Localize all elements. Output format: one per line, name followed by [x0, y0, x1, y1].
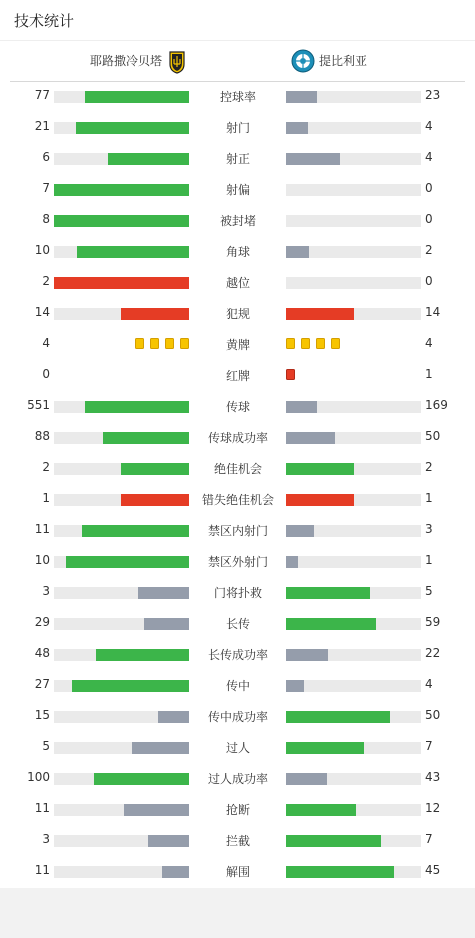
stat-label: 过人	[225, 741, 250, 755]
away-stat-value: 3	[425, 522, 433, 536]
away-bar-track	[286, 215, 421, 227]
home-bar-fill	[103, 432, 189, 444]
yellow-card-icon	[150, 338, 159, 349]
yellow-card-icon	[331, 338, 340, 349]
yellow-card-icon	[286, 338, 295, 349]
stat-row	[0, 273, 475, 293]
away-bar-track	[286, 556, 421, 568]
stat-label: 禁区外射门	[207, 555, 268, 569]
away-bar-track	[286, 866, 421, 878]
stat-row	[0, 521, 475, 541]
home-bar-fill	[54, 277, 189, 289]
away-bar-fill	[286, 246, 309, 258]
home-bar-track	[54, 835, 189, 847]
stat-row	[0, 645, 475, 665]
stat-row	[0, 304, 475, 324]
away-bar-track	[286, 525, 421, 537]
away-bar-fill	[286, 742, 364, 754]
home-bar-track	[54, 618, 189, 630]
stat-row	[0, 614, 475, 634]
home-team-name: 耶路撒冷贝塔	[90, 54, 163, 68]
home-bar-track	[54, 277, 189, 289]
away-stat-value: 1	[425, 491, 433, 505]
yellow-card-icon	[180, 338, 189, 349]
away-stat-value: 169	[425, 398, 448, 412]
home-bar-fill	[72, 680, 189, 692]
home-bar-track	[54, 742, 189, 754]
home-bar-fill	[96, 649, 189, 661]
stat-row	[0, 428, 475, 448]
stat-label: 黄牌	[225, 338, 250, 352]
home-stat-value: 0	[42, 367, 50, 381]
away-bar-fill	[286, 463, 354, 475]
away-bar-track	[286, 680, 421, 692]
away-bar-fill	[286, 773, 327, 785]
stat-row	[0, 180, 475, 200]
home-bar-track	[54, 587, 189, 599]
home-bar-fill	[132, 742, 189, 754]
away-bar-fill	[286, 432, 335, 444]
stat-label: 长传成功率	[207, 648, 268, 662]
stat-row	[0, 769, 475, 789]
away-stat-value: 0	[425, 212, 433, 226]
home-bar-fill	[76, 122, 189, 134]
stat-label: 抢断	[225, 803, 250, 817]
away-stat-value: 4	[425, 150, 433, 164]
stat-row	[0, 118, 475, 138]
stat-label: 传中成功率	[207, 710, 268, 724]
away-bar-fill	[286, 711, 390, 723]
home-stat-value: 3	[42, 584, 50, 598]
away-cards	[286, 338, 346, 352]
away-stat-value: 50	[425, 708, 441, 722]
tiberias-crest-icon	[291, 49, 315, 73]
away-bar-fill	[286, 308, 354, 320]
away-stat-value: 2	[425, 243, 433, 257]
home-bar-fill	[108, 153, 189, 165]
away-bar-track	[286, 649, 421, 661]
away-stat-value: 1	[425, 553, 433, 567]
stat-label: 被封堵	[219, 214, 256, 228]
away-bar-track	[286, 494, 421, 506]
home-stat-value: 88	[34, 429, 50, 443]
stat-label: 红牌	[225, 369, 250, 383]
away-bar-fill	[286, 587, 370, 599]
away-bar-track	[286, 246, 421, 258]
home-bar-track	[54, 494, 189, 506]
home-bar-track	[54, 804, 189, 816]
away-bar-track	[286, 153, 421, 165]
away-stat-value: 4	[425, 119, 433, 133]
away-bar-fill	[286, 153, 340, 165]
stat-label: 拦截	[225, 834, 250, 848]
home-stat-value: 10	[34, 553, 50, 567]
yellow-card-icon	[301, 338, 310, 349]
home-bar-track	[54, 525, 189, 537]
stat-row	[0, 335, 475, 355]
away-stat-value: 7	[425, 832, 433, 846]
stat-label: 错失绝佳机会	[201, 493, 274, 507]
stat-row	[0, 583, 475, 603]
away-bar-fill	[286, 649, 328, 661]
away-bar-track	[286, 804, 421, 816]
home-stat-value: 1	[42, 491, 50, 505]
home-bar-fill	[124, 804, 189, 816]
home-bar-track	[54, 401, 189, 413]
stat-label: 门将扑救	[213, 586, 262, 600]
stat-label: 禁区内射门	[207, 524, 268, 538]
away-stat-value: 5	[425, 584, 433, 598]
home-bar-fill	[138, 587, 189, 599]
home-stat-value: 11	[34, 522, 50, 536]
away-bar-fill	[286, 122, 308, 134]
stat-label: 传球成功率	[207, 431, 268, 445]
stat-label: 长传	[225, 617, 250, 631]
home-stat-value: 2	[42, 460, 50, 474]
away-bar-track	[286, 184, 421, 196]
home-stat-value: 27	[34, 677, 50, 691]
home-stat-value: 7	[42, 181, 50, 195]
home-bar-fill	[121, 494, 189, 506]
away-bar-track	[286, 742, 421, 754]
away-bar-fill	[286, 91, 317, 103]
away-team-name: 提比利亚	[319, 54, 368, 68]
home-stat-value: 100	[27, 770, 50, 784]
home-stat-value: 77	[34, 88, 50, 102]
home-bar-track	[54, 308, 189, 320]
home-stat-value: 3	[42, 832, 50, 846]
home-bar-track	[54, 91, 189, 103]
away-bar-track	[286, 308, 421, 320]
home-bar-fill	[85, 91, 189, 103]
home-bar-fill	[148, 835, 189, 847]
away-stat-value: 0	[425, 274, 433, 288]
stat-row	[0, 211, 475, 231]
stat-row	[0, 149, 475, 169]
red-card-icon	[286, 369, 295, 380]
home-bar-fill	[144, 618, 189, 630]
home-bar-track	[54, 680, 189, 692]
away-bar-fill	[286, 680, 304, 692]
stat-label: 解围	[225, 865, 250, 879]
home-bar-track	[54, 463, 189, 475]
home-stat-value: 48	[34, 646, 50, 660]
home-bar-track	[54, 432, 189, 444]
stat-label: 控球率	[219, 90, 256, 104]
stat-row	[0, 490, 475, 510]
home-stat-value: 4	[42, 336, 50, 350]
stat-row	[0, 707, 475, 727]
stat-label: 绝佳机会	[213, 462, 262, 476]
stat-row	[0, 831, 475, 851]
stat-row	[0, 552, 475, 572]
home-bar-track	[54, 246, 189, 258]
home-stat-value: 11	[34, 863, 50, 877]
stat-row	[0, 862, 475, 882]
away-cards	[286, 369, 301, 383]
away-bar-fill	[286, 525, 314, 537]
home-bar-track	[54, 649, 189, 661]
home-bar-fill	[54, 215, 189, 227]
home-bar-fill	[94, 773, 189, 785]
away-bar-track	[286, 432, 421, 444]
yellow-card-icon	[316, 338, 325, 349]
stat-label: 越位	[225, 276, 250, 290]
stat-label: 犯规	[225, 307, 250, 321]
beitar-crest-icon	[168, 50, 186, 74]
away-stat-value: 4	[425, 677, 433, 691]
stat-label: 过人成功率	[207, 772, 268, 786]
stat-label: 射门	[225, 121, 250, 135]
home-bar-track	[54, 866, 189, 878]
away-stat-value: 7	[425, 739, 433, 753]
away-stat-value: 4	[425, 336, 433, 350]
home-bar-track	[54, 773, 189, 785]
away-stat-value: 2	[425, 460, 433, 474]
home-bar-fill	[54, 184, 189, 196]
stat-label: 射正	[225, 152, 250, 166]
divider	[0, 40, 475, 41]
home-bar-track	[54, 215, 189, 227]
away-bar-track	[286, 711, 421, 723]
away-stat-value: 1	[425, 367, 433, 381]
away-bar-fill	[286, 494, 354, 506]
home-stat-value: 10	[34, 243, 50, 257]
home-cards	[129, 338, 189, 352]
away-stat-value: 12	[425, 801, 441, 815]
stat-label: 传球	[225, 400, 250, 414]
stat-label: 射偏	[225, 183, 250, 197]
stat-row	[0, 87, 475, 107]
home-stat-value: 11	[34, 801, 50, 815]
stat-row	[0, 242, 475, 262]
away-bar-track	[286, 773, 421, 785]
away-stat-value: 22	[425, 646, 441, 660]
home-stat-value: 6	[42, 150, 50, 164]
home-bar-fill	[121, 308, 189, 320]
stat-row	[0, 366, 475, 386]
home-stat-value: 15	[34, 708, 50, 722]
away-stat-value: 45	[425, 863, 441, 877]
home-stat-value: 5	[42, 739, 50, 753]
away-stat-value: 43	[425, 770, 441, 784]
stat-row	[0, 397, 475, 417]
page-title: 技术统计	[14, 12, 75, 30]
home-bar-fill	[162, 866, 189, 878]
home-bar-fill	[82, 525, 189, 537]
away-bar-fill	[286, 401, 317, 413]
home-bar-fill	[121, 463, 189, 475]
stat-label: 传中	[225, 679, 250, 693]
away-bar-track	[286, 463, 421, 475]
home-bar-fill	[66, 556, 189, 568]
away-stat-value: 59	[425, 615, 441, 629]
home-bar-fill	[158, 711, 189, 723]
home-stat-value: 8	[42, 212, 50, 226]
away-stat-value: 50	[425, 429, 441, 443]
away-bar-track	[286, 122, 421, 134]
away-bar-track	[286, 587, 421, 599]
away-stat-value: 14	[425, 305, 441, 319]
header-divider	[10, 81, 465, 82]
away-bar-fill	[286, 618, 376, 630]
stat-label: 角球	[225, 245, 250, 259]
away-bar-track	[286, 401, 421, 413]
away-bar-fill	[286, 866, 394, 878]
yellow-card-icon	[135, 338, 144, 349]
away-bar-track	[286, 91, 421, 103]
home-stat-value: 14	[34, 305, 50, 319]
home-stat-value: 551	[27, 398, 50, 412]
stat-row	[0, 800, 475, 820]
home-stat-value: 29	[34, 615, 50, 629]
stat-row	[0, 738, 475, 758]
away-bar-track	[286, 277, 421, 289]
away-bar-fill	[286, 835, 381, 847]
home-bar-fill	[85, 401, 189, 413]
home-bar-track	[54, 556, 189, 568]
away-bar-fill	[286, 556, 298, 568]
home-stat-value: 21	[34, 119, 50, 133]
yellow-card-icon	[165, 338, 174, 349]
home-bar-track	[54, 153, 189, 165]
away-bar-track	[286, 618, 421, 630]
away-bar-fill	[286, 804, 356, 816]
stat-row	[0, 459, 475, 479]
home-bar-fill	[77, 246, 189, 258]
away-stat-value: 23	[425, 88, 441, 102]
home-bar-track	[54, 122, 189, 134]
home-bar-track	[54, 184, 189, 196]
stat-row	[0, 676, 475, 696]
away-bar-track	[286, 835, 421, 847]
home-bar-track	[54, 711, 189, 723]
away-stat-value: 0	[425, 181, 433, 195]
home-stat-value: 2	[42, 274, 50, 288]
